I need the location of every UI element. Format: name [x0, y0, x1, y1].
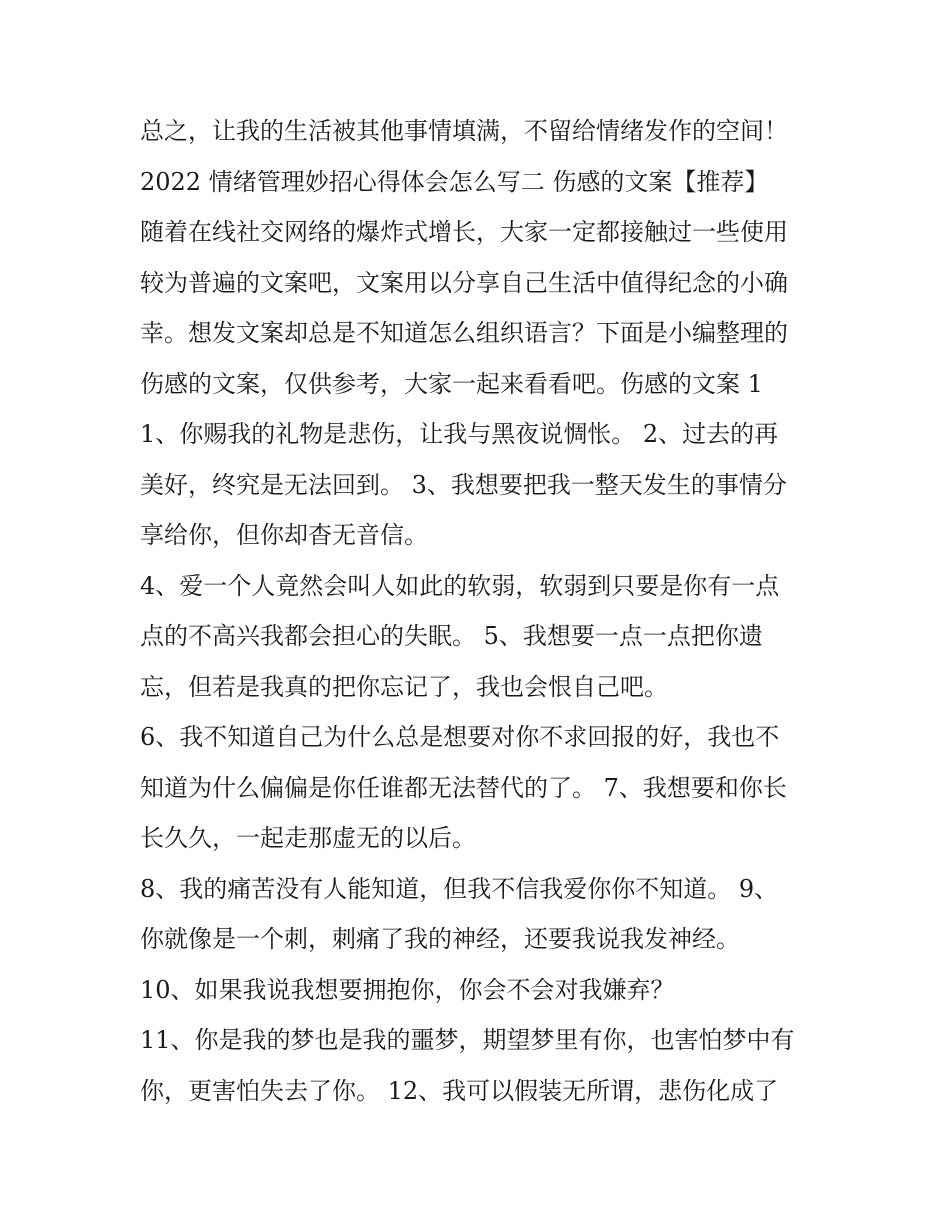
text-line-2: 2022 情绪管理妙招心得体会怎么写二 伤感的文案【推荐】 [140, 167, 769, 196]
text-line-19: 11、你是我的梦也是我的噩梦，期望梦里有你，也害怕梦中有 [140, 1026, 795, 1054]
text-line-18: 10、如果我说我想要拥抱你，你会不会对我嫌弃？ [140, 975, 675, 1004]
text-line-17: 你就像是一个刺，刺痛了我的神经，还要我说我发神经。 [140, 925, 740, 953]
text-line-1: 总之，让我的生活被其他事情填满，不留给情绪发作的空间！ [140, 117, 788, 145]
text-line-15: 长久久，一起走那虚无的以后。 [140, 824, 476, 852]
text-line-11: 点的不高兴我都会担心的失眠。 5、我想要一点一点把你遗 [140, 622, 763, 650]
text-line-9: 享给你，但你却杳无音信。 [140, 521, 428, 549]
text-line-10: 4、爱一个人竟然会叫人如此的软弱，软弱到只要是你有一点 [140, 571, 780, 600]
text-line-4: 较为普遍的文案吧，文案用以分享自己生活中值得纪念的小确 [140, 268, 788, 297]
text-line-8: 美好，终究是无法回到。 3、我想要把我一整天发生的事情分 [140, 470, 787, 499]
document-body [140, 106, 820, 1116]
text-line-3: 随着在线社交网络的爆炸式增长，大家一定都接触过一些使用 [140, 218, 788, 246]
text-line-13: 6、我不知道自己为什么总是想要对你不求回报的好，我也不 [140, 723, 780, 751]
text-line-7: 1、你赐我的礼物是悲伤，让我与黑夜说惆怅。 2、过去的再 [140, 420, 779, 448]
text-line-5: 幸。想发文案却总是不知道怎么组织语言？下面是小编整理的 [140, 319, 788, 347]
text-line-16: 8、我的痛苦没有人能知道，但我不信我爱你你不知道。 9、 [140, 874, 779, 903]
text-line-14: 知道为什么偏偏是你任谁都无法替代的了。 7、我想要和你长 [140, 773, 787, 802]
text-line-20: 你，更害怕失去了你。 12、我可以假装无所谓，悲伤化成了 [140, 1076, 779, 1105]
text-line-12: 忘，但若是我真的把你忘记了，我也会恨自己吧。 [140, 672, 668, 701]
text-line-6: 伤感的文案，仅供参考，大家一起来看看吧。伤感的文案 1 [140, 369, 763, 398]
